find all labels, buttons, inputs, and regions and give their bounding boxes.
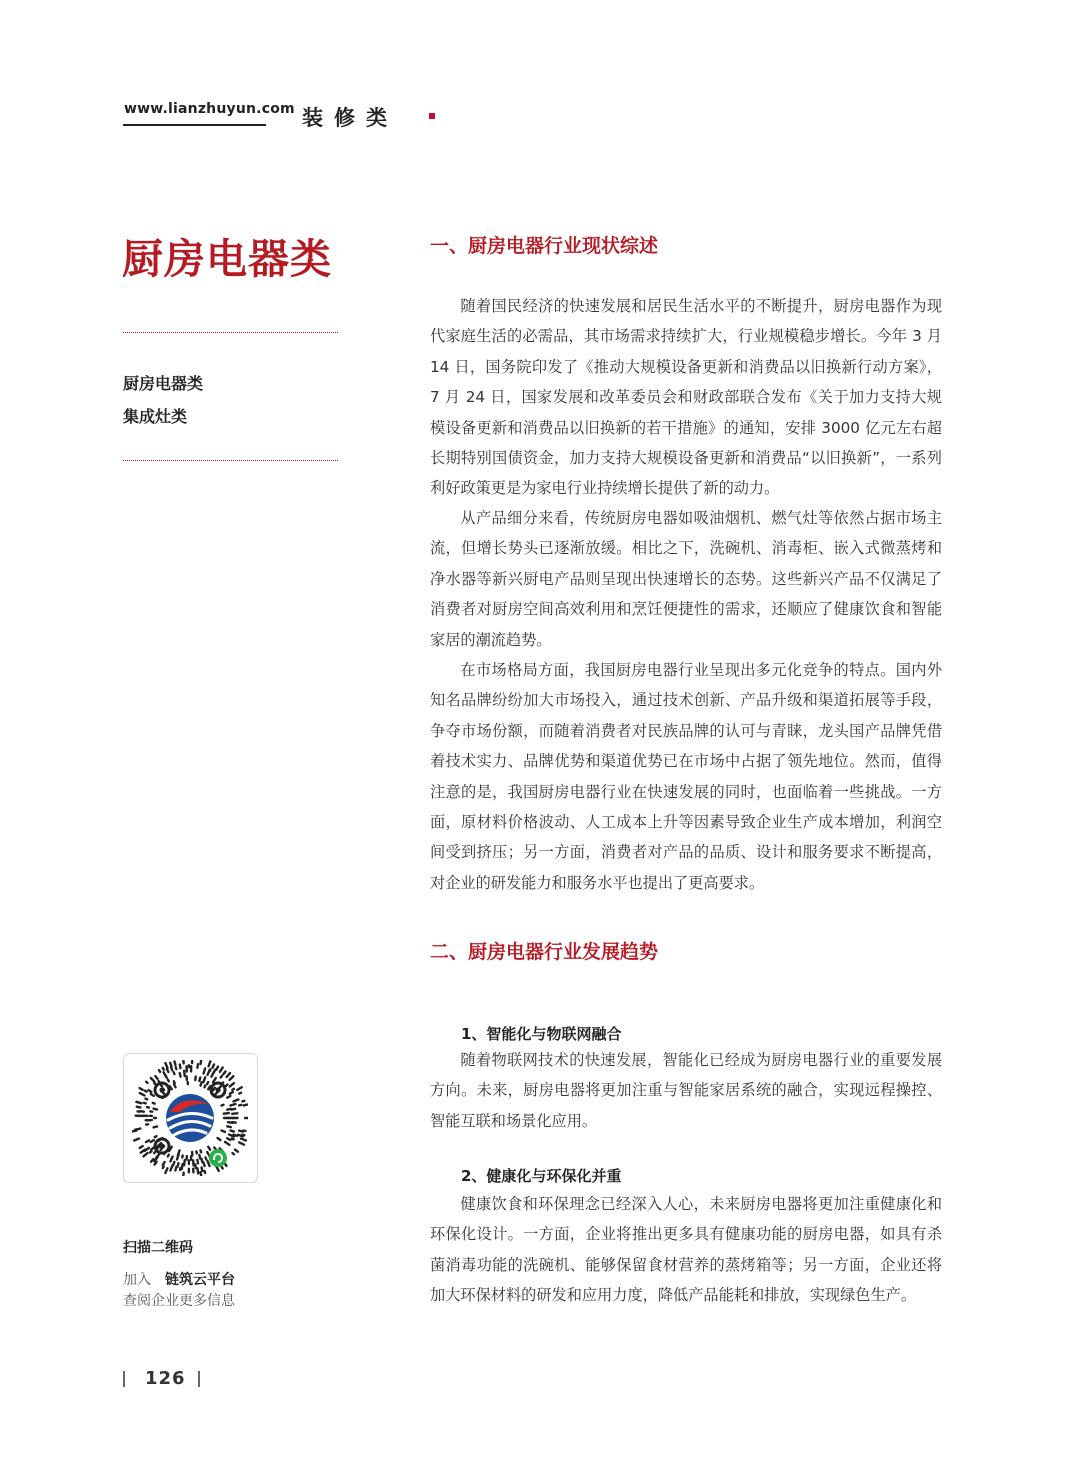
view-more-info: 查阅企业更多信息 — [123, 1293, 235, 1309]
page-number: 126 — [145, 1368, 186, 1389]
section1-paragraph-3: 在市场格局方面，我国厨房电器行业呈现出多元化竞争的特点。国内外知名品牌纷纷加大市场投入，通过技术创新、产品升级和渠道拓展等手段，争夺市场份额，而随着消费者对民族品牌的认可与青睐，龙头国产品牌凭借着技术实力、品牌优势和渠道优势已在市场中占据了领先地位。然而，值得注意的是，我国厨房电器行业在快速发展的同时，也面临着一些挑战。一方面，原材料价格波动、人工成本上升等因素导致企业生产成本增加，利润空间受到挤压；另一方面，消费者对产品的品质、设计和服务要求不断提高，对企业的研发能力和服务水平也提出了更高要求。 — [430, 661, 942, 892]
section2-heading: 二、厨房电器行业发展趋势 — [430, 941, 659, 963]
dotted-divider-bottom — [123, 460, 338, 461]
scan-qr-label: 扫描二维码 — [123, 1240, 193, 1256]
qr-code-icon — [132, 1060, 248, 1176]
page-number-bar-left — [123, 1371, 125, 1387]
subsection2-title: 2、健康化与环保化并重 — [461, 1167, 622, 1185]
join-platform-line — [123, 1269, 235, 1289]
page-number-bar-right — [198, 1371, 200, 1387]
page-title: 厨房电器类 — [122, 235, 332, 283]
section1-paragraph-2: 从产品细分来看，传统厨房电器如吸油烟机、燃气灶等依然占据市场主流，但增长势头已逐渐放缓。相比之下，洗碗机、消毒柜、嵌入式微蒸烤和净水器等新兴厨电产品则呈现出快速增长的态势。这些新兴产品不仅满足了消费者对厨房空间高效利用和烹饪便捷性的需求，还顺应了健康饮食和智能家居的潮流趋势。 — [430, 509, 942, 649]
subsection1-title: 1、智能化与物联网融合 — [461, 1025, 622, 1043]
subsection1-text: 随着物联网技术的快速发展，智能化已经成为厨房电器行业的重要发展方向。未来，厨房电器将更加注重与智能家居系统的融合，实现远程操控、智能互联和场景化应用。 — [430, 1051, 942, 1130]
accent-square-icon — [429, 113, 435, 119]
section1-paragraph-1: 随着国民经济的快速发展和居民生活水平的不断提升，厨房电器作为现代家庭生活的必需品，其市场需求持续扩大，行业规模稳步增长。今年 3 月 14 日，国务院印发了《推动大规模设备更新和消费品以旧换新行动方案》，7 月 24 日，国家发展和改革委员会和财政部联合发布《关于加力支持大规模设备更新和消费品以旧换新的若干措施》的通知，安排 3000 亿元左右超长期特别国债资金，加力支持大规模设备更新和消费品“以旧换新”，一系列利好政策更是为家电行业持续增长提供了新的动力。 — [430, 297, 942, 498]
category-item-kitchen-appliances: 厨房电器类 — [123, 374, 204, 393]
platform-name: 链筑云平台 — [165, 1272, 235, 1288]
dotted-divider-top — [123, 332, 338, 333]
subsection2-text: 健康饮食和环保理念已经深入人心，未来厨房电器将更加注重健康化和环保化设计。一方面，企业将推出更多具有健康功能的厨房电器，如具有杀菌消毒功能的洗碗机、能够保留食材营养的蒸烤箱等；另一方面，企业还将加大环保材料的研发和应用力度，降低产品能耗和排放，实现绿色生产。 — [430, 1195, 942, 1305]
section1-heading: 一、厨房电器行业现状综述 — [430, 235, 659, 257]
join-prefix: 加入 — [123, 1272, 151, 1288]
section-label: 装修类 — [302, 106, 398, 130]
site-url: www.lianzhuyun.com — [124, 101, 295, 117]
category-item-integrated-stove: 集成灶类 — [123, 407, 188, 426]
url-underline — [123, 124, 266, 126]
qr-code — [123, 1053, 258, 1183]
